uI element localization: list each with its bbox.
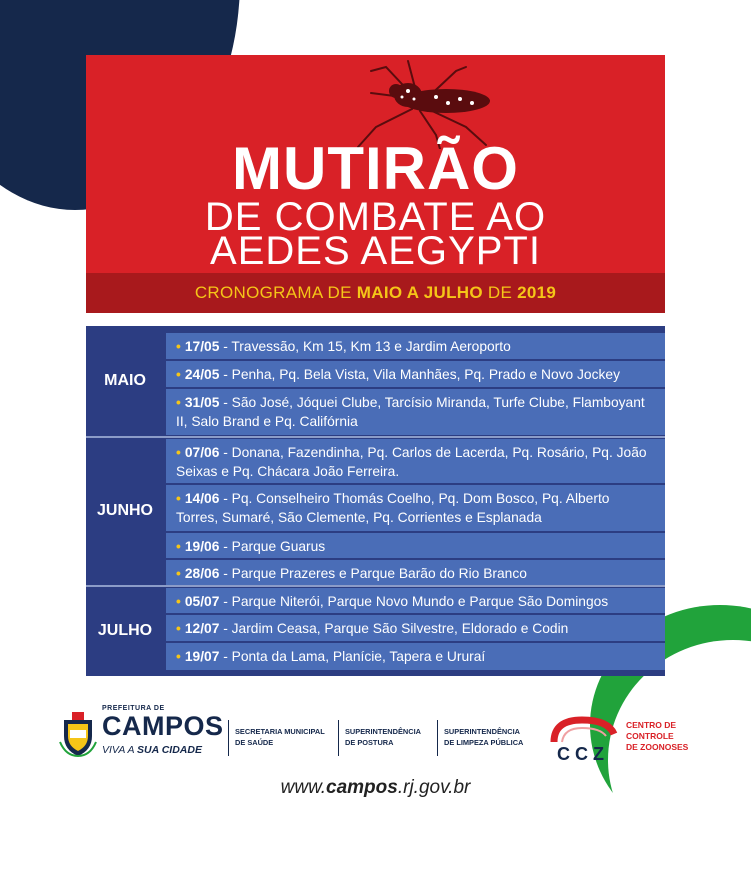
month-separator	[86, 436, 665, 438]
prefeitura-label: PREFEITURA DE	[102, 705, 165, 712]
period-highlight: MAIO A JULHO	[356, 283, 483, 302]
year-highlight: 2019	[517, 283, 557, 302]
campos-logo-text: CAMPOS	[102, 711, 224, 741]
schedule-table	[86, 326, 665, 676]
cronograma-band: CRONOGRAMA DE MAIO A JULHO DE 2019	[86, 273, 665, 313]
month-separator	[86, 585, 665, 587]
schedule-entry: • 17/05 - Travessão, Km 15, Km 13 e Jardim Aeroporto	[166, 333, 665, 359]
month-label: MAIO	[104, 372, 146, 389]
ccz-arc-icon	[548, 708, 618, 762]
schedule-entry: • 14/06 - Pq. Conselheiro Thomás Coelho, Pq. Dom Bosco, Pq. Alberto Torres, Sumaré, São Clemente, Pq. Corrientes e Esplanada	[166, 485, 665, 531]
schedule-entry: • 24/05 - Penha, Pq. Bela Vista, Vila Manhães, Pq. Prado e Novo Jockey	[166, 361, 665, 387]
ccz-description: CENTRO DE CONTROLE DE ZOONOSES	[626, 720, 689, 752]
schedule-entry: • 12/07 - Jardim Ceasa, Parque São Silvestre, Eldorado e Codin	[166, 615, 665, 641]
schedule-entry: • 28/06 - Parque Prazeres e Parque Barão do Rio Branco	[166, 560, 665, 585]
website-url[interactable]: www.campos.rj.gov.br	[280, 777, 471, 798]
department-limpeza: SUPERINTENDÊNCIA DE LIMPEZA PÚBLICA	[444, 727, 524, 747]
schedule-entry: • 07/06 - Donana, Fazendinha, Pq. Carlos de Lacerda, Pq. Rosário, Pq. João Seixas e Pq. Chácara João Ferreira.	[166, 439, 665, 483]
divider	[437, 720, 438, 756]
title-mutirao: MUTIRÃO	[232, 135, 519, 202]
hero-banner	[86, 55, 665, 273]
month-label: JULHO	[97, 622, 153, 639]
department-postura: SUPERINTENDÊNCIA DE POSTURA	[345, 727, 421, 747]
department-saude: SECRETARIA MUNICIPAL DE SAÚDE	[235, 727, 325, 747]
month-label: JUNHO	[96, 502, 153, 519]
schedule-entry: • 19/07 - Ponta da Lama, Planície, Tapera e Ururaí	[166, 643, 665, 670]
title-de-combate-ao: DE COMBATE AO	[204, 195, 547, 239]
campos-coat-of-arms-icon	[58, 710, 98, 758]
schedule-entry: • 05/07 - Parque Niterói, Parque Novo Mundo e Parque São Domingos	[166, 588, 665, 613]
divider	[338, 720, 339, 756]
slogan: VIVA A SUA CIDADE	[102, 744, 202, 756]
divider	[228, 720, 229, 756]
title-aedes-aegypti: AEDES AEGYPTI	[210, 229, 541, 273]
schedule-entry: • 31/05 - São José, Jóquei Clube, Tarcísio Miranda, Turfe Clube, Flamboyant II, Salo Brand e Pq. Califórnia	[166, 389, 665, 435]
footer	[0, 690, 751, 830]
schedule-entry: • 19/06 - Parque Guarus	[166, 533, 665, 558]
ccz-letters: CCZ	[557, 744, 609, 762]
